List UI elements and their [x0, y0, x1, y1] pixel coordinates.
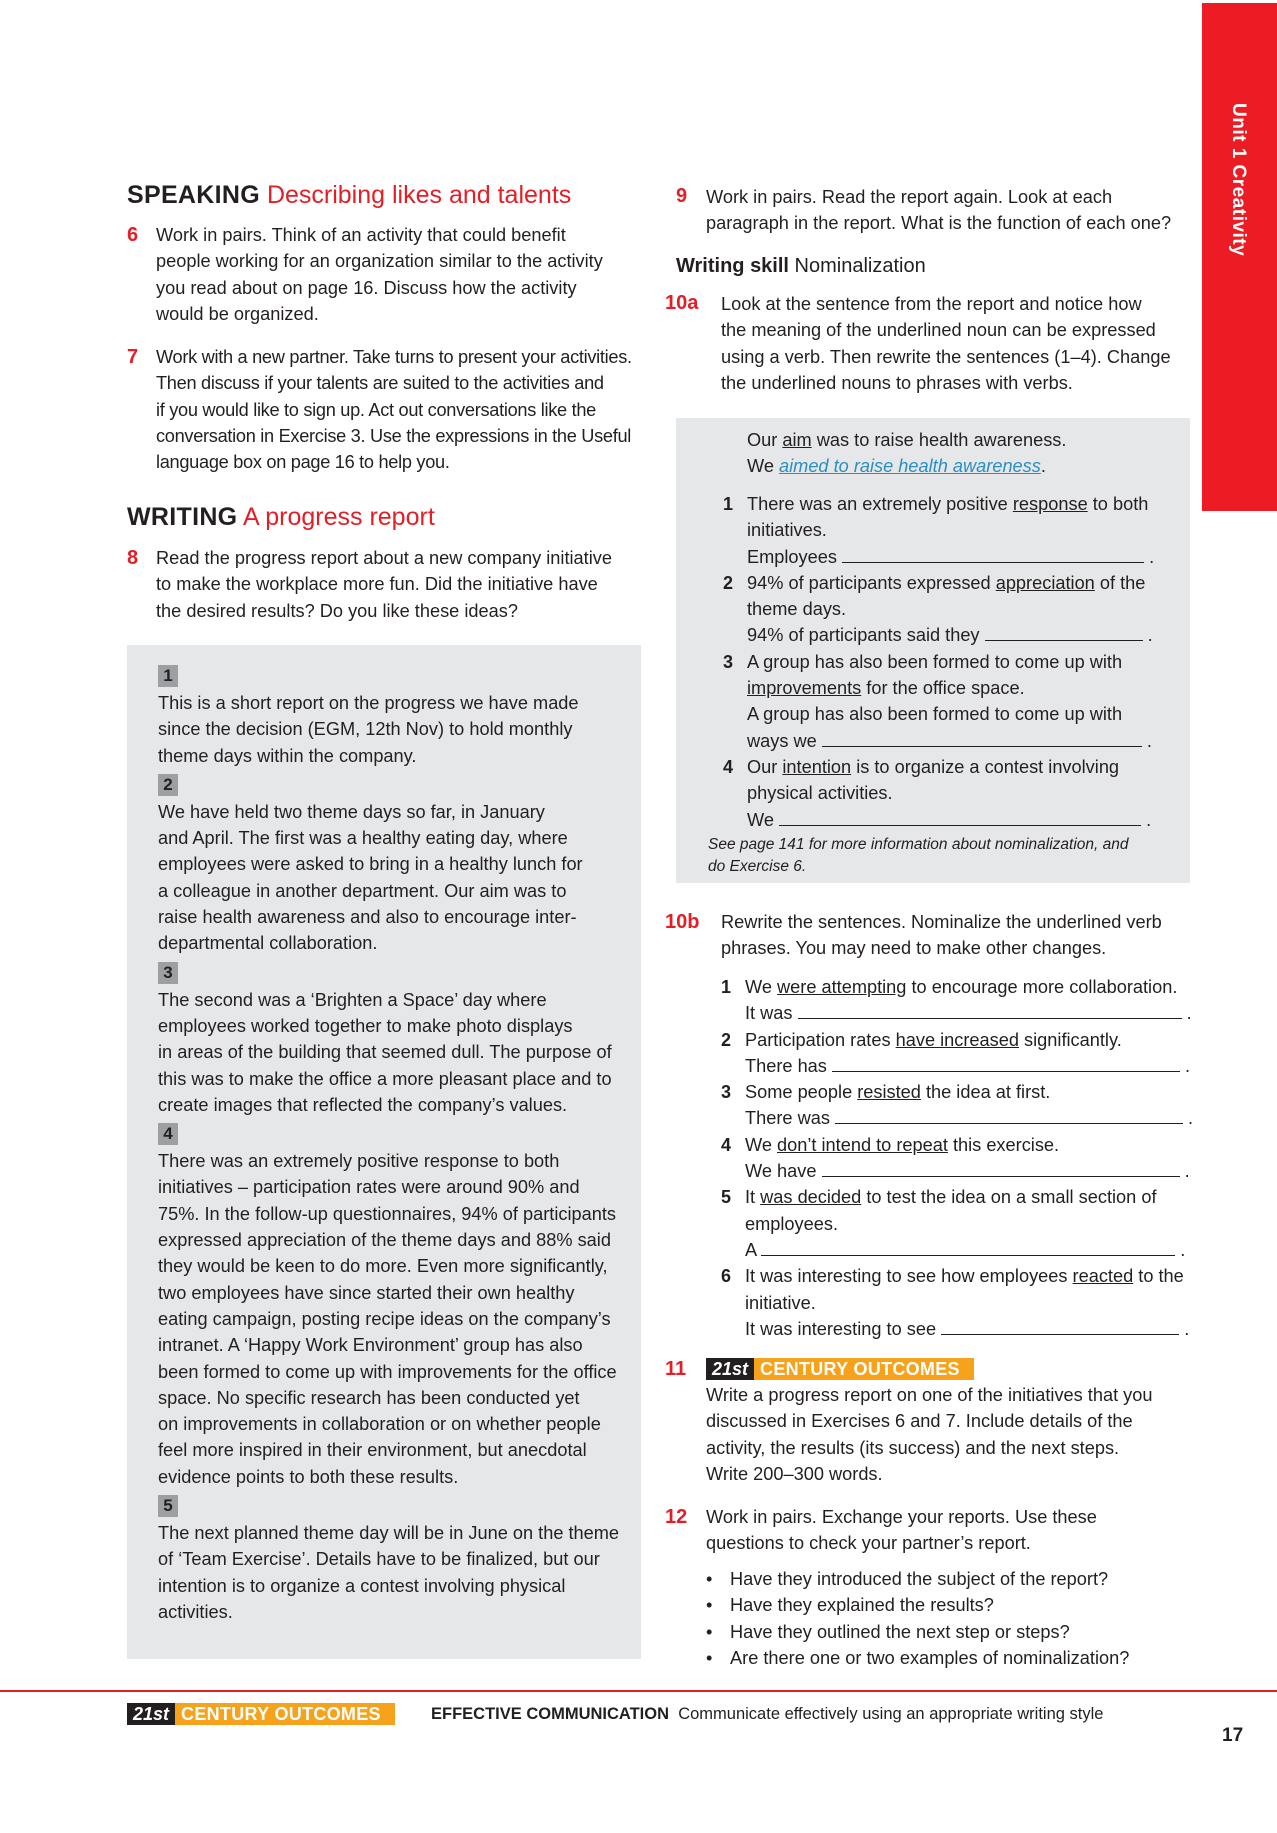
exercise-12-text	[706, 1504, 1206, 1557]
report-line: There was an extremely positive response to both	[158, 1151, 560, 1172]
text-line: paragraph in the report. What is the function of each one?	[706, 213, 1172, 234]
text-line: to make the workplace more fun. Did the initiative have	[156, 574, 598, 595]
text: to test the idea on a small section of	[861, 1187, 1157, 1208]
text: Participation rates	[745, 1029, 896, 1050]
underlined-word: appreciation	[995, 572, 1095, 593]
text: initiatives.	[747, 520, 827, 541]
report-line: on improvements in collaboration or on whether people	[158, 1414, 601, 1435]
answer-blank[interactable]	[761, 1237, 1175, 1256]
section-number: 4	[158, 1123, 178, 1145]
bullet-icon: •	[706, 1647, 713, 1668]
text-line: Work in pairs. Read the report again. Look at each	[706, 187, 1113, 207]
prompt: There has	[745, 1055, 827, 1076]
report-line: The next planned theme day will be in June on the theme	[158, 1523, 620, 1544]
text: is to organize a contest involving	[851, 756, 1120, 777]
report-line: expressed appreciation of the theme days and 88% said	[158, 1230, 611, 1251]
section-number: 1	[158, 665, 178, 687]
answer-blank[interactable]	[941, 1316, 1179, 1335]
report-line: two employees have since started their own healthy	[158, 1282, 575, 1303]
item-number: 1	[723, 494, 734, 514]
unit-tab-label: Unit 1 Creativity	[1228, 103, 1249, 257]
text-line: Work in pairs. Think of an activity that could benefit	[156, 225, 566, 245]
underlined-noun: aim	[782, 430, 812, 450]
section-number: 3	[158, 962, 178, 984]
answer-blank[interactable]	[822, 728, 1142, 747]
text-line: questions to check your partner’s report.	[706, 1533, 1031, 1554]
text: to encourage more collaboration.	[906, 977, 1178, 997]
report-line: raise health awareness and also to encourage inter-	[158, 907, 577, 928]
item-4	[721, 1132, 1201, 1185]
exercise-number: 6	[127, 224, 139, 246]
period: .	[1149, 546, 1155, 567]
text: to the	[1133, 1266, 1184, 1287]
bullet-icon: •	[706, 1595, 713, 1616]
text-line: Then discuss if your talents are suited to the activities and	[156, 373, 604, 394]
period: .	[1146, 730, 1152, 751]
text: for the office space.	[861, 678, 1025, 699]
text: A group has also been formed to come up with	[747, 704, 1123, 725]
item-1	[723, 491, 1193, 570]
period: .	[1185, 1055, 1191, 1076]
underlined-verb: was decided	[760, 1187, 862, 1208]
footer-outcome-text: Communicate effectively using an appropriate writing style	[678, 1705, 1104, 1723]
text-line: Rewrite the sentences. Nominalize the underlined verb	[721, 912, 1162, 932]
bullet-icon: •	[706, 1621, 713, 1642]
text: this exercise.	[947, 1134, 1060, 1155]
report-line: this was to make the office a more pleasant place and to	[158, 1068, 612, 1089]
text: It was interesting to see how employees	[745, 1266, 1073, 1287]
exercise-10b-items	[721, 974, 1201, 1342]
badge-21st: 21st	[127, 1703, 175, 1725]
text-line: using a verb. Then rewrite the sentences (1–4). Change	[721, 346, 1171, 367]
report-line: in areas of the building that seemed dull. The purpose of	[158, 1042, 612, 1063]
period: .	[1184, 1318, 1190, 1339]
report-line: since the decision (EGM, 12th Nov) to hold monthly	[158, 719, 573, 740]
item-number: 4	[723, 756, 734, 777]
text: We	[745, 977, 778, 997]
report-line: feel more inspired in their environment, but anecdotal	[158, 1440, 587, 1461]
section-number: 5	[158, 1495, 178, 1517]
text: to both	[1087, 494, 1149, 514]
item-number: 6	[721, 1266, 732, 1287]
list-item	[706, 1592, 1206, 1618]
text: Some people	[745, 1082, 858, 1103]
text-line: if you would like to sign up. Act out conversations like the	[156, 399, 596, 420]
checklist	[706, 1566, 1206, 1671]
text: A group has also been formed to come up with	[747, 651, 1123, 672]
exercise-number: 7	[127, 346, 139, 368]
period: .	[1147, 625, 1153, 646]
report-line: The second was a ‘Brighten a Space’ day where	[158, 989, 547, 1010]
writing-heading	[127, 503, 435, 532]
writing-skill-heading	[676, 255, 926, 278]
text: of the	[1094, 572, 1146, 593]
badge-century-outcomes: CENTURY OUTCOMES	[754, 1358, 974, 1380]
answer-blank[interactable]	[779, 807, 1141, 826]
exercise-number: 8	[127, 547, 139, 569]
item-number: 2	[721, 1029, 732, 1050]
example-line	[747, 453, 1187, 479]
note-line: See page 141 for more information about nominalization, and	[708, 836, 1129, 853]
underlined-word: response	[1012, 494, 1088, 514]
text-line: Work with a new partner. Take turns to present your activities.	[156, 347, 632, 367]
item-6	[721, 1263, 1201, 1342]
text: There was an extremely positive	[747, 494, 1013, 514]
text-line: the underlined nouns to phrases with verbs.	[721, 372, 1073, 393]
prompt: There was	[745, 1108, 830, 1129]
example-line	[747, 427, 1187, 453]
exercise-10a-text	[721, 291, 1201, 396]
prompt: It was	[745, 1003, 793, 1024]
period: .	[1186, 1003, 1192, 1024]
section-number: 2	[158, 774, 178, 796]
answer-blank[interactable]	[835, 1105, 1183, 1124]
report-line: and April. The first was a healthy eating day, where	[158, 828, 568, 849]
report-line: This is a short report on the progress we have made	[158, 693, 579, 713]
text: the idea at first.	[920, 1082, 1051, 1103]
footer-outcome-bold: EFFECTIVE COMMUNICATION	[431, 1705, 670, 1723]
text: 94% of participants expressed	[747, 572, 996, 593]
text: theme days.	[747, 599, 847, 620]
exercise-11-text	[706, 1382, 1206, 1487]
progress-report	[158, 662, 638, 1625]
answer-blank[interactable]	[985, 622, 1143, 641]
report-line: departmental collaboration.	[158, 933, 378, 954]
example-sentences	[747, 427, 1187, 480]
report-line: employees worked together to make photo displays	[158, 1015, 573, 1036]
exercise-number: 11	[665, 1358, 687, 1380]
exercise-9-text	[706, 184, 1206, 237]
prompt: A	[745, 1239, 757, 1260]
text: initiative.	[745, 1292, 816, 1313]
text-line: Write a progress report on one of the initiatives that you	[706, 1385, 1153, 1405]
exercise-number: 10b	[665, 911, 700, 933]
text: Our	[747, 430, 783, 450]
report-line: been formed to come up with improvements for the office	[158, 1361, 617, 1382]
item-2	[721, 1027, 1201, 1080]
text-line: Work in pairs. Exchange your reports. Use these	[706, 1507, 1097, 1527]
item-number: 3	[723, 651, 734, 672]
bullet-text: Have they outlined the next step or steps?	[730, 1621, 1070, 1642]
text-line: you read about on page 16. Discuss how the activity	[156, 277, 577, 298]
footer-outcome	[431, 1705, 1103, 1724]
speaking-heading-title: Describing likes and talents	[266, 181, 572, 209]
item-number: 3	[721, 1082, 732, 1103]
prompt: We have	[745, 1161, 817, 1182]
text: It	[745, 1187, 761, 1208]
item-3	[721, 1079, 1201, 1132]
text: employees.	[745, 1213, 839, 1234]
exercise-10b-text	[721, 909, 1201, 962]
answer-blank[interactable]	[822, 1158, 1180, 1177]
text-line: discussed in Exercises 6 and 7. Include details of the	[706, 1411, 1133, 1432]
report-line: create images that reflected the company’s values.	[158, 1094, 568, 1115]
reference-note	[708, 834, 1188, 878]
text-line: people working for an organization similar to the activity	[156, 251, 603, 272]
exercise-6-text	[156, 222, 666, 327]
text-line: language box on page 16 to help you.	[156, 452, 450, 473]
text-line: would be organized.	[156, 303, 319, 324]
report-line: We have held two theme days so far, in January	[158, 801, 545, 822]
underlined-verb: resisted	[857, 1082, 921, 1103]
example-answer: aimed to raise health awareness	[779, 456, 1041, 477]
writing-heading-title: A progress report	[243, 503, 435, 531]
item-2	[723, 570, 1193, 649]
text-line: Look at the sentence from the report and notice how	[721, 294, 1142, 314]
underlined-word: improvements	[747, 678, 862, 699]
exercise-7-text	[156, 344, 676, 475]
prompt: It was interesting to see	[745, 1318, 937, 1339]
text: significantly.	[1018, 1029, 1122, 1050]
exercise-8-text	[156, 545, 666, 624]
footer-badge	[127, 1703, 395, 1725]
text: .	[1040, 456, 1046, 477]
writing-skill-bold: Writing skill	[676, 255, 789, 277]
exercise-10a-items	[723, 491, 1193, 833]
bullet-icon: •	[706, 1569, 713, 1589]
answer-blank[interactable]	[842, 544, 1144, 563]
report-line: eating campaign, posting recipe ideas on the company’s	[158, 1308, 611, 1329]
item-number: 4	[721, 1134, 732, 1155]
badge-century-outcomes: CENTURY OUTCOMES	[175, 1703, 395, 1725]
report-line: initiatives – participation rates were around 90% and	[158, 1177, 580, 1198]
text-line: Write 200–300 words.	[706, 1463, 883, 1484]
report-line: activities.	[158, 1601, 233, 1622]
exercise-number: 10a	[665, 292, 699, 314]
report-line: employees were asked to bring in a healthy lunch for	[158, 854, 583, 875]
item-1	[721, 974, 1201, 1027]
prompt: We	[747, 809, 774, 830]
report-line: theme days within the company.	[158, 745, 417, 766]
report-line: intranet. A ‘Happy Work Environment’ group has also	[158, 1335, 583, 1356]
item-5	[721, 1184, 1201, 1263]
prompt: 94% of participants said they	[747, 625, 980, 646]
report-line: a colleague in another department. Our aim was to	[158, 880, 567, 901]
report-line: space. No specific research has been conducted yet	[158, 1387, 580, 1408]
text-line: conversation in Exercise 3. Use the expressions in the Useful	[156, 425, 632, 446]
badge-21st: 21st	[706, 1358, 754, 1380]
answer-blank[interactable]	[798, 1000, 1182, 1019]
answer-blank[interactable]	[832, 1053, 1180, 1072]
footer-divider	[0, 1690, 1277, 1692]
underlined-verb: reacted	[1072, 1266, 1134, 1287]
report-line: 75%. In the follow-up questionnaires, 94% of participants	[158, 1203, 616, 1224]
text: We	[747, 456, 780, 477]
note-line: do Exercise 6.	[708, 858, 807, 875]
text-line: Read the progress report about a new company initiative	[156, 548, 612, 568]
text-line: the desired results? Do you like these ideas?	[156, 600, 518, 621]
prompt: Employees	[747, 546, 837, 567]
period: .	[1146, 809, 1152, 830]
list-item	[706, 1566, 1206, 1592]
report-line: of ‘Team Exercise’. Details have to be finalized, but our	[158, 1549, 600, 1570]
text-line: phrases. You may need to make other changes.	[721, 938, 1107, 959]
underlined-word: intention	[782, 756, 852, 777]
report-line: evidence points to both these results.	[158, 1466, 459, 1487]
speaking-heading	[127, 181, 571, 210]
list-item	[706, 1619, 1206, 1645]
writing-heading-bold: WRITING	[127, 503, 238, 531]
report-line: intention is to organize a contest involving physical	[158, 1575, 566, 1596]
text: physical activities.	[747, 783, 893, 804]
period: .	[1184, 1161, 1190, 1182]
underlined-verb: don’t intend to repeat	[777, 1134, 948, 1155]
speaking-heading-bold: SPEAKING	[127, 181, 260, 209]
list-item	[706, 1645, 1206, 1671]
exercise-number: 9	[676, 185, 688, 207]
item-3	[723, 649, 1193, 754]
text: Our	[747, 756, 783, 777]
bullet-text: Have they explained the results?	[730, 1595, 994, 1616]
underlined-verb: were attempting	[777, 977, 907, 997]
page-number: 17	[1222, 1725, 1244, 1746]
period: .	[1188, 1108, 1194, 1129]
item-number: 1	[721, 977, 732, 997]
writing-skill-title: Nominalization	[794, 255, 926, 277]
underlined-verb: have increased	[895, 1029, 1019, 1050]
unit-side-tab	[1202, 3, 1277, 511]
item-4	[723, 754, 1193, 833]
exercise-number: 12	[665, 1506, 688, 1528]
bullet-text: Are there one or two examples of nominalization?	[730, 1647, 1130, 1668]
bullet-text: Have they introduced the subject of the report?	[730, 1569, 1109, 1589]
text: We	[745, 1134, 778, 1155]
text-line: activity, the results (its success) and the next steps.	[706, 1437, 1120, 1458]
item-number: 5	[721, 1187, 732, 1208]
prompt: ways we	[747, 730, 817, 751]
century-outcomes-badge	[706, 1358, 974, 1380]
text: was to raise health awareness.	[811, 430, 1067, 450]
item-number: 2	[723, 572, 734, 593]
text-line: the meaning of the underlined noun can be expressed	[721, 320, 1156, 341]
report-line: they would be keen to do more. Even more significantly,	[158, 1256, 608, 1277]
period: .	[1180, 1239, 1186, 1260]
